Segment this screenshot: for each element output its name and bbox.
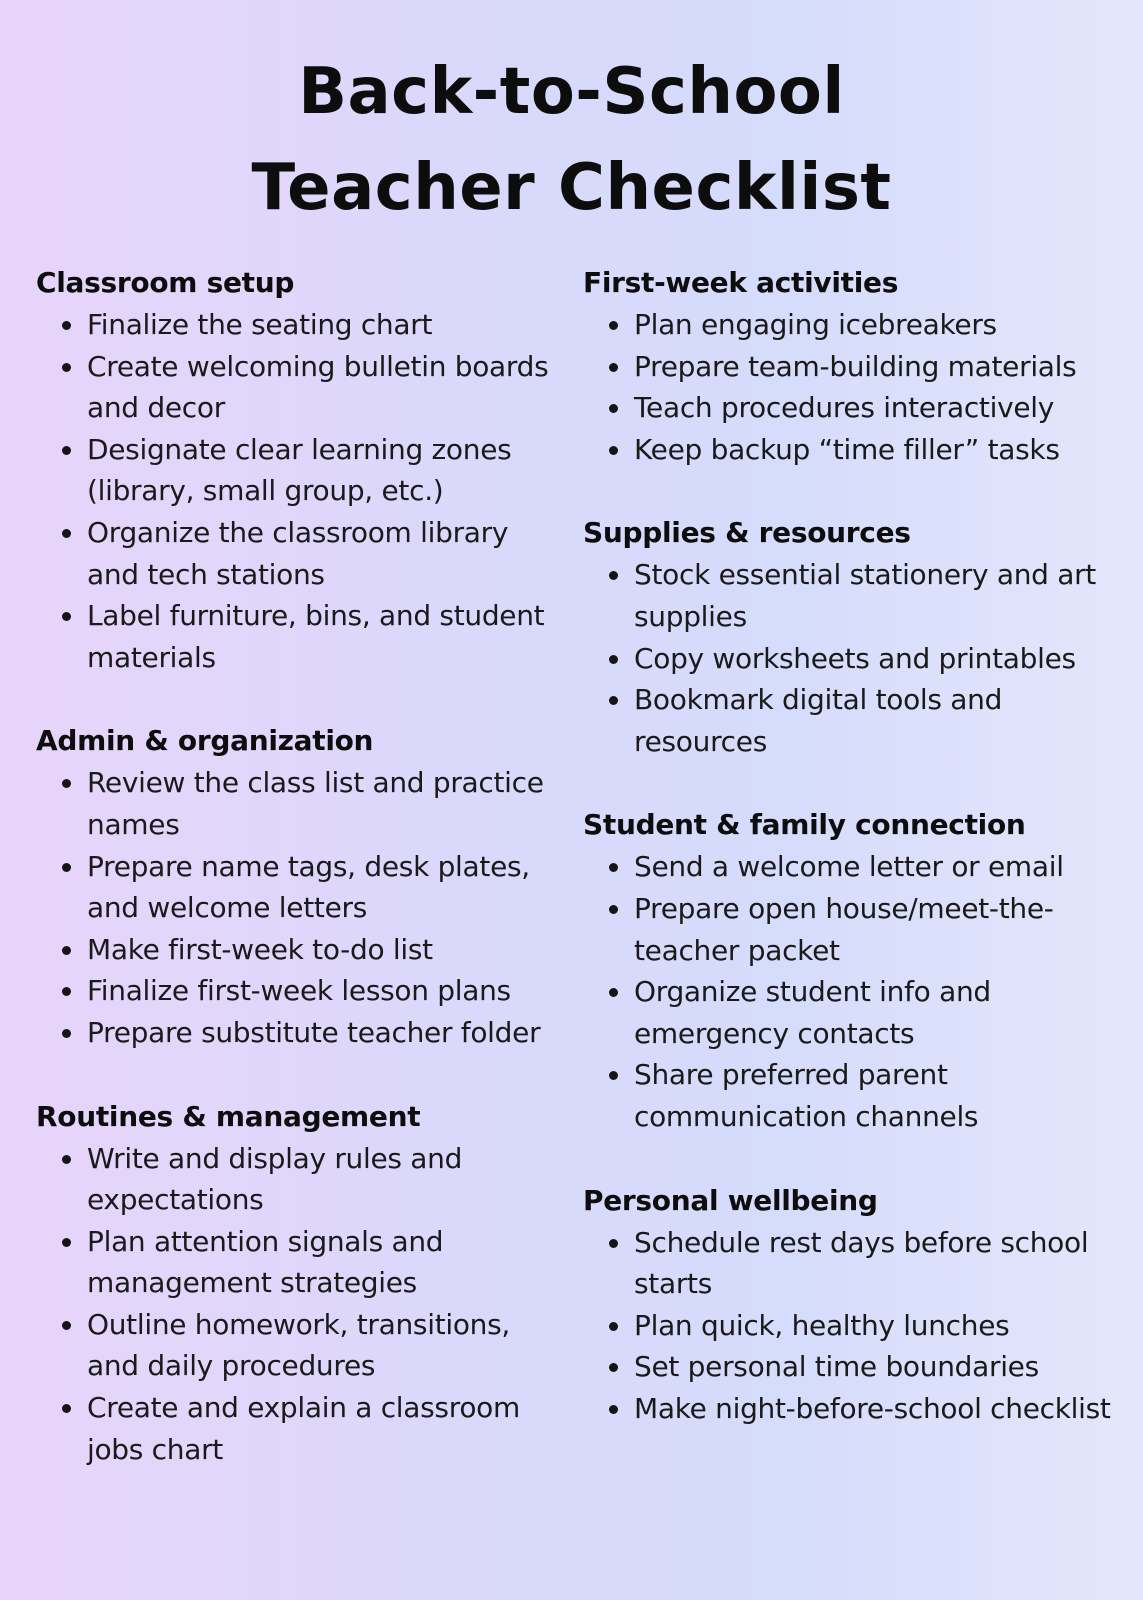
- section-heading: Personal wellbeing: [583, 1183, 878, 1217]
- section-heading: Routines & management: [36, 1099, 421, 1133]
- section-heading: Student & family connection: [583, 808, 1026, 842]
- section-heading: Supplies & resources: [583, 516, 911, 550]
- checklist-item: Share preferred parent communication channels: [583, 1054, 1123, 1137]
- checklist-item: Teach procedures interactively: [583, 387, 1123, 429]
- checklist: [36, 762, 556, 1053]
- checklist-item: Plan engaging icebreakers: [583, 304, 1123, 346]
- checklist-item: Create welcoming bulletin boards and decor: [36, 346, 556, 429]
- checklist-item: Prepare open house/meet-the-teacher packet: [583, 888, 1123, 971]
- checklist-item: Create and explain a classroom jobs chart: [36, 1387, 556, 1470]
- checklist-item: Prepare team-building materials: [583, 346, 1123, 388]
- checklist: [583, 554, 1123, 762]
- section-admin-and-organization: [36, 720, 556, 1053]
- checklist-item: Make first-week to-do list: [36, 929, 556, 971]
- section-heading: First-week activities: [583, 266, 899, 299]
- checklist-item: Plan attention signals and management strategies: [36, 1221, 556, 1304]
- checklist-item: Write and display rules and expectations: [36, 1138, 556, 1221]
- section-student-and-family-connection: [583, 804, 1123, 1137]
- checklist-item: Send a welcome letter or email: [583, 846, 1123, 888]
- section-supplies-and-resources: [583, 512, 1123, 762]
- title-line-1: Back-to-School: [298, 55, 845, 129]
- checklist-item: Set personal time boundaries: [583, 1346, 1123, 1388]
- checklist: [583, 846, 1123, 1137]
- checklist-item: Keep backup “time filler” tasks: [583, 429, 1123, 471]
- checklist-item: Designate clear learning zones (library, small group, etc.): [36, 429, 556, 512]
- checklist-item: Prepare substitute teacher folder: [36, 1012, 556, 1054]
- section-classroom-setup: [36, 262, 556, 678]
- title-line-2: Teacher Checklist: [251, 151, 892, 225]
- section-personal-wellbeing: [583, 1180, 1123, 1430]
- checklist-item: Prepare name tags, desk plates, and welcome letters: [36, 846, 556, 929]
- checklist: [583, 1222, 1123, 1430]
- checklist-item: Finalize the seating chart: [36, 304, 556, 346]
- section-heading: Admin & organization: [36, 724, 374, 758]
- checklist-item: Organize the classroom library and tech stations: [36, 512, 556, 595]
- checklist-item: Finalize first-week lesson plans: [36, 970, 556, 1012]
- checklist-item: Copy worksheets and printables: [583, 638, 1123, 680]
- checklist-item: Outline homework, transitions, and daily procedures: [36, 1304, 556, 1387]
- checklist-item: Organize student info and emergency contacts: [583, 971, 1123, 1054]
- checklist: [36, 304, 556, 678]
- checklist-item: Review the class list and practice names: [36, 762, 556, 845]
- checklist-item: Plan quick, healthy lunches: [583, 1305, 1123, 1347]
- checklist: [36, 1138, 556, 1471]
- checklist-item: Bookmark digital tools and resources: [583, 679, 1123, 762]
- checklist: [583, 304, 1123, 470]
- section-heading: Classroom setup: [36, 266, 295, 299]
- checklist-item: Schedule rest days before school starts: [583, 1222, 1123, 1305]
- checklist-item: Stock essential stationery and art supplies: [583, 554, 1123, 637]
- section-routines-and-management: [36, 1096, 556, 1471]
- checklist-item: Make night-before-school checklist: [583, 1388, 1123, 1430]
- section-first-week-activities: [583, 262, 1123, 470]
- checklist-item: Label furniture, bins, and student materials: [36, 595, 556, 678]
- right-column: [583, 262, 1123, 1471]
- page-title: [0, 44, 1143, 236]
- left-column: [36, 262, 556, 1512]
